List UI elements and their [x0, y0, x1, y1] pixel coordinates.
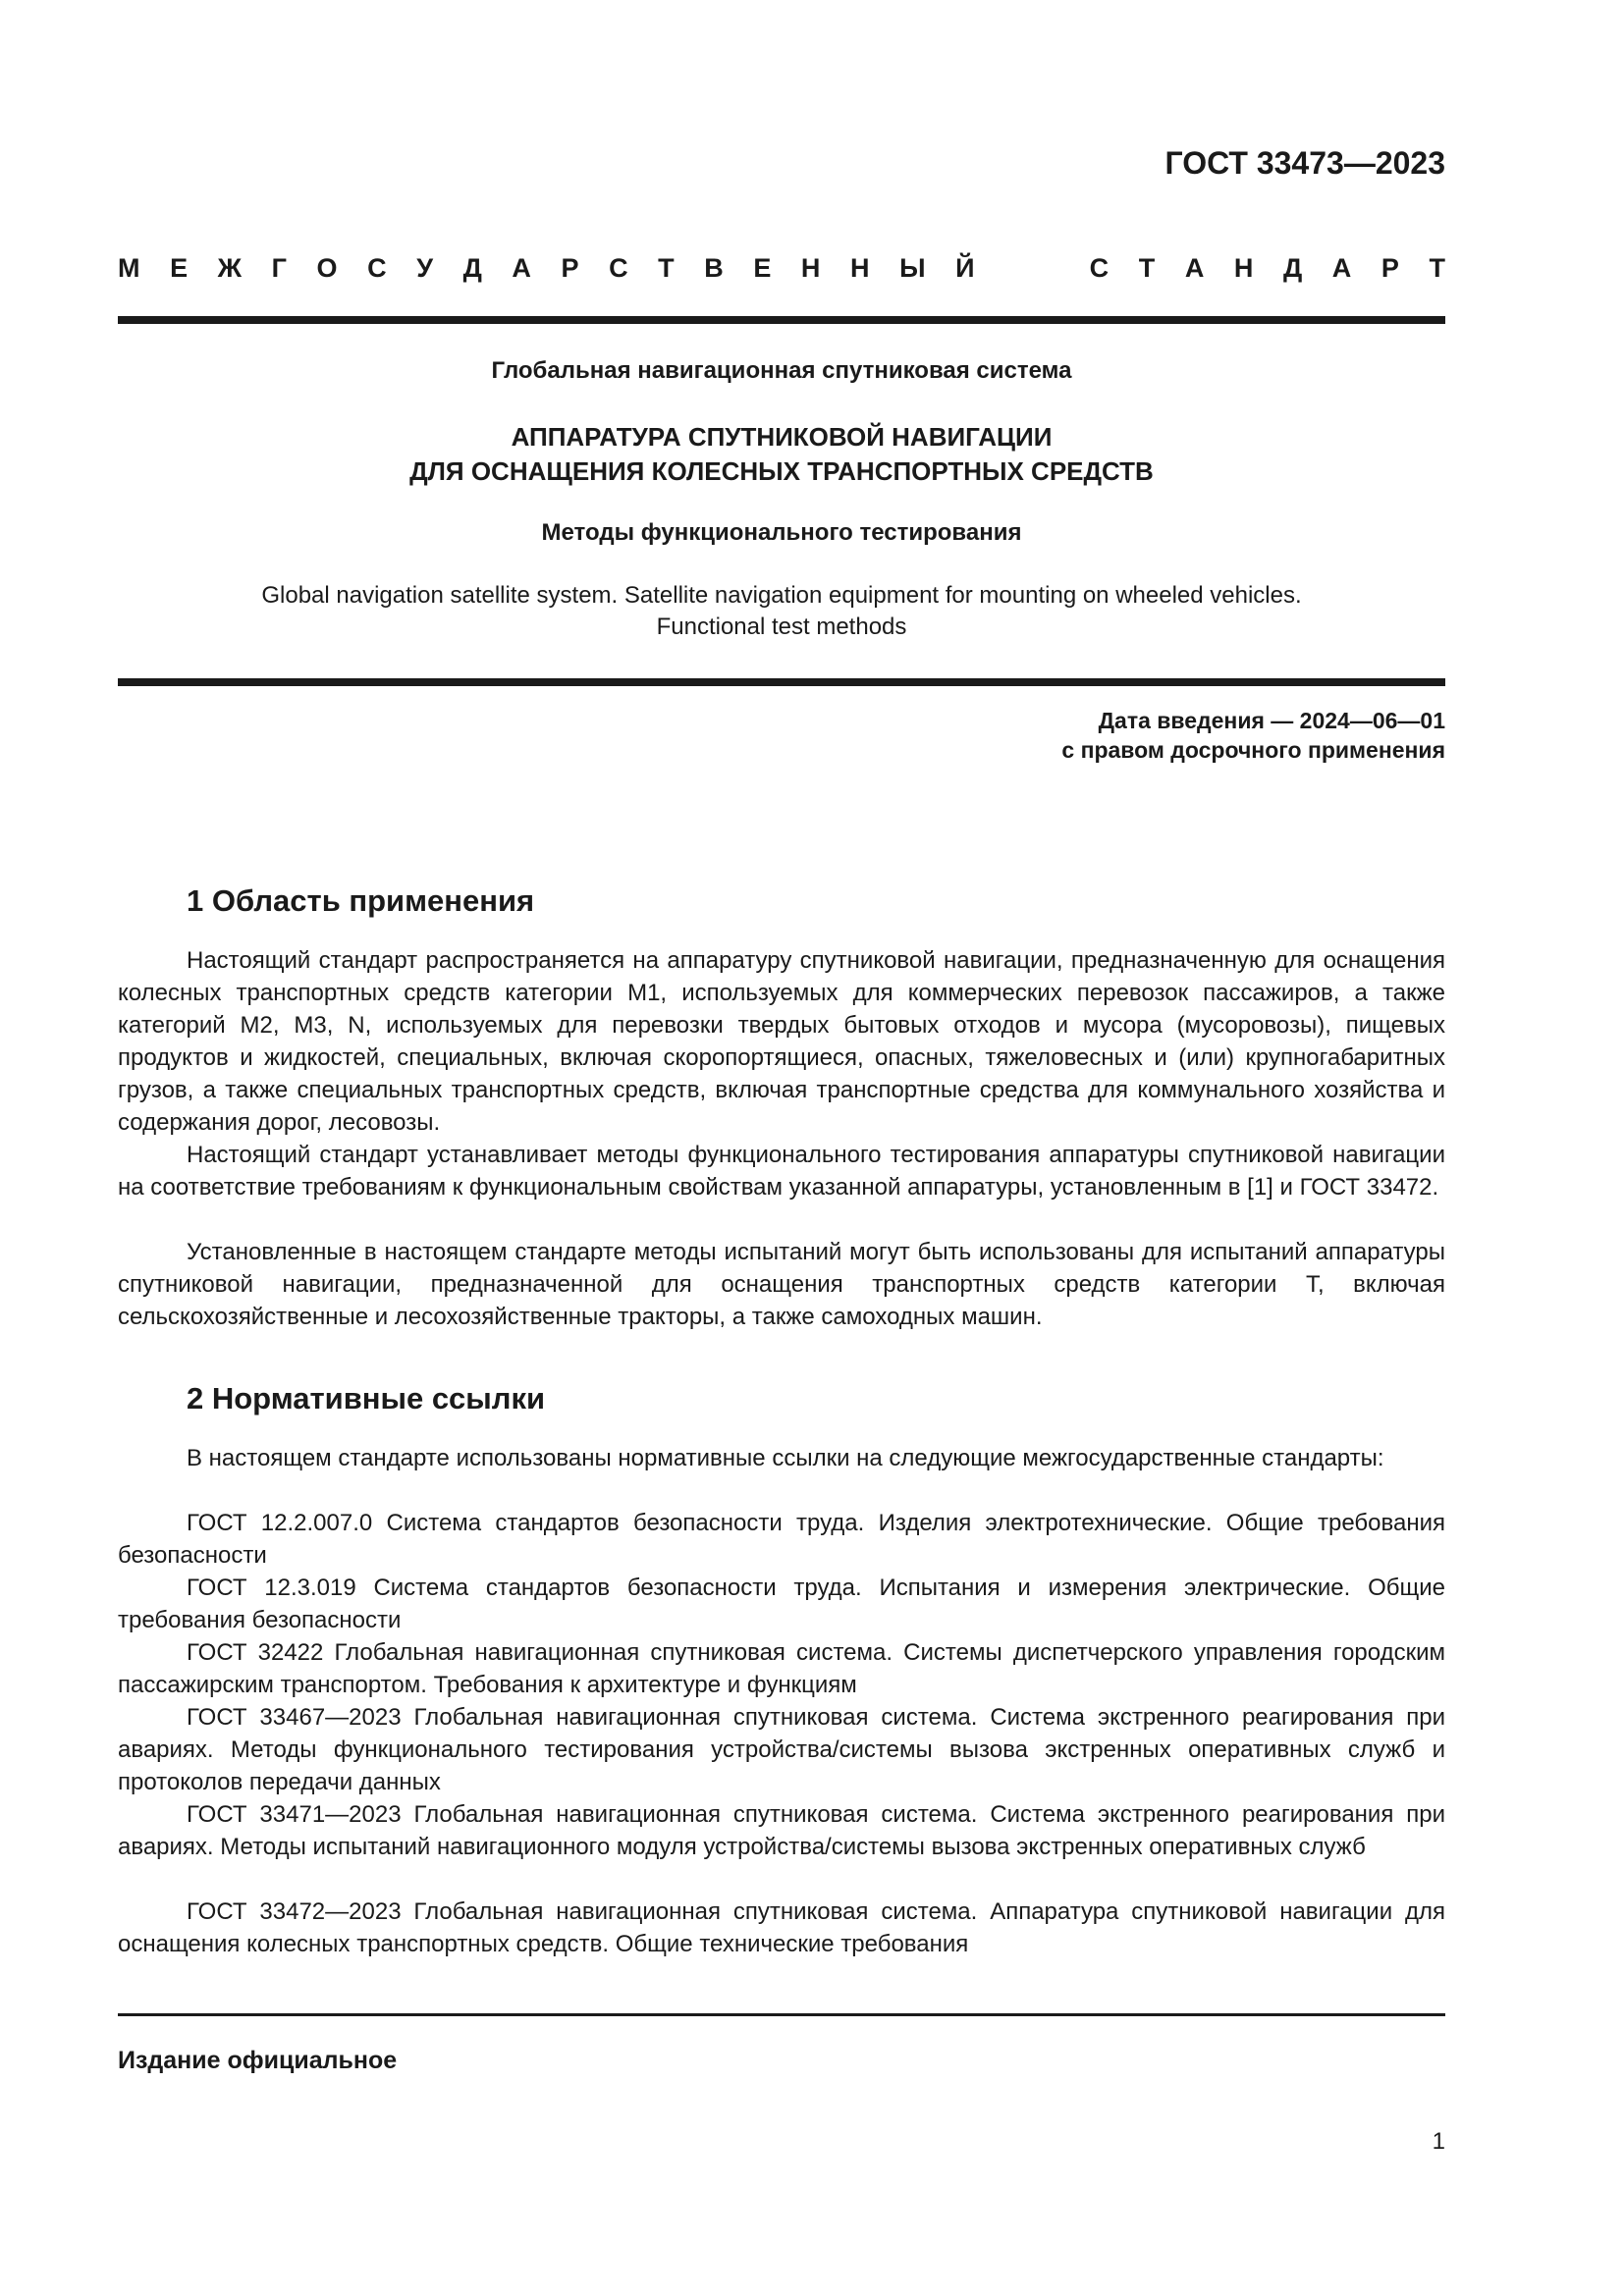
methods-subtitle: Методы функционального тестирования	[541, 519, 1022, 546]
reference-item: ГОСТ 33467—2023 Глобальная навигационная спутниковая система. Система экстренного реагирования при авариях. Методы функционального тестирования устройства/системы вызова экстренных оперативных служб и протоколов передачи данных	[118, 1704, 1445, 1795]
banner-letter: У	[416, 253, 434, 283]
official-edition-label: Издание официальное	[118, 2047, 398, 2074]
reference-item: ГОСТ 33472—2023 Глобальная навигационная спутниковая система. Аппаратура спутниковой навигации для оснащения колесных транспортных средств. Общие технические требования	[118, 1898, 1445, 1957]
reference-item: ГОСТ 12.3.019 Система стандартов безопасности труда. Испытания и измерения электрические. Общие требования безопасности	[118, 1575, 1445, 1633]
reference-item: ГОСТ 33471—2023 Глобальная навигационная спутниковая система. Система экстренного реагирования при авариях. Методы испытаний навигационного модуля устройства/системы вызова экстренных оперативных служб	[118, 1801, 1445, 1860]
footer-divider	[118, 2013, 1445, 2016]
paragraph: Настоящий стандарт устанавливает методы функционального тестирования аппаратуры спутниковой навигации на соответствие требованиям к функциональным свойствам указанной аппаратуры, установленным в [1] и ГОСТ 33472.	[118, 1142, 1445, 1201]
banner-letter: Д	[1282, 253, 1303, 283]
standard-banner	[118, 253, 1445, 284]
banner-letter: Р	[1380, 253, 1399, 283]
banner-letter: Т	[658, 253, 675, 283]
banner-gap	[1004, 253, 1059, 284]
banner-letter: М	[118, 253, 140, 283]
system-subtitle: Глобальная навигационная спутниковая система	[491, 357, 1072, 384]
section-heading: 2 Нормативные ссылки	[187, 1381, 546, 1415]
banner-letter: Ы	[899, 253, 926, 283]
paragraph: Установленные в настоящем стандарте методы испытаний могут быть использованы для испытаний аппаратуры спутниковой навигации, предназначенной для оснащения транспортных средств категории Т, включая сельскохозяйственные и лесохозяйственные тракторы, а также самоходных машин.	[118, 1239, 1445, 1330]
introduction-date	[785, 706, 1445, 765]
document-code: ГОСТ 33473—2023	[1164, 145, 1445, 181]
banner-letter: Т	[1429, 253, 1445, 283]
banner-letter: С	[367, 253, 387, 283]
paragraph: В настоящем стандарте использованы нормативные ссылки на следующие межгосударственные стандарты:	[187, 1445, 1384, 1471]
banner-letter: Н	[800, 253, 821, 283]
banner-letter: Г	[271, 253, 287, 283]
title-line: ДЛЯ ОСНАЩЕНИЯ КОЛЕСНЫХ ТРАНСПОРТНЫХ СРЕДСТВ	[409, 456, 1154, 486]
page-number: 1	[1432, 2128, 1445, 2155]
top-divider	[118, 316, 1445, 324]
banner-letter: Т	[1138, 253, 1156, 283]
banner-letter: О	[316, 253, 338, 283]
intro-early-line: с правом досрочного применения	[1061, 737, 1445, 763]
banner-letter: В	[704, 253, 724, 283]
banner-letter: Н	[850, 253, 870, 283]
english-title	[118, 580, 1445, 643]
intro-date-line: Дата введения — 2024—06—01	[1098, 708, 1445, 733]
banner-letter: Ж	[217, 253, 243, 283]
banner-letter: А	[1331, 253, 1352, 283]
title-line: АППАРАТУРА СПУТНИКОВОЙ НАВИГАЦИИ	[511, 422, 1053, 452]
reference-item: ГОСТ 12.2.007.0 Система стандартов безопасности труда. Изделия электротехнические. Общие требования безопасности	[118, 1510, 1445, 1569]
banner-letter: Н	[1233, 253, 1254, 283]
banner-letter: Е	[753, 253, 772, 283]
english-line: Global navigation satellite system. Satellite navigation equipment for mounting on wheeled vehicles.	[261, 582, 1302, 609]
paragraph: Настоящий стандарт распространяется на аппаратуру спутниковой навигации, предназначенную для оснащения колесных транспортных средств категории М1, используемых для коммерческих перевозок пассажиров, а также категорий М2, М3, N, используемых для перевозки твердых бытовых отходов и мусора (мусоровозы), пищевых продуктов и жидкостей, специальных, включая скоропортящиеся, опасных, тяжеловесных и (или) крупногабаритных грузов, а также специальных транспортных средств, включая транспортные средства для коммунального хозяйства и содержания дорог, лесовозы.	[118, 947, 1445, 1136]
title-divider	[118, 678, 1445, 686]
banner-letter: А	[1184, 253, 1205, 283]
banner-letter: С	[1089, 253, 1110, 283]
reference-item: ГОСТ 32422 Глобальная навигационная спутниковая система. Системы диспетчерского управления городским пассажирским транспортом. Требования к архитектуре и функциям	[118, 1639, 1445, 1698]
document-title	[118, 420, 1445, 489]
banner-letter: Р	[561, 253, 579, 283]
english-line: Functional test methods	[656, 614, 907, 640]
banner-letter: Д	[462, 253, 482, 283]
banner-letter: Е	[170, 253, 189, 283]
banner-letter: С	[609, 253, 628, 283]
banner-letter: А	[512, 253, 531, 283]
section-heading: 1 Область применения	[187, 883, 535, 918]
banner-letter: Й	[955, 253, 975, 283]
